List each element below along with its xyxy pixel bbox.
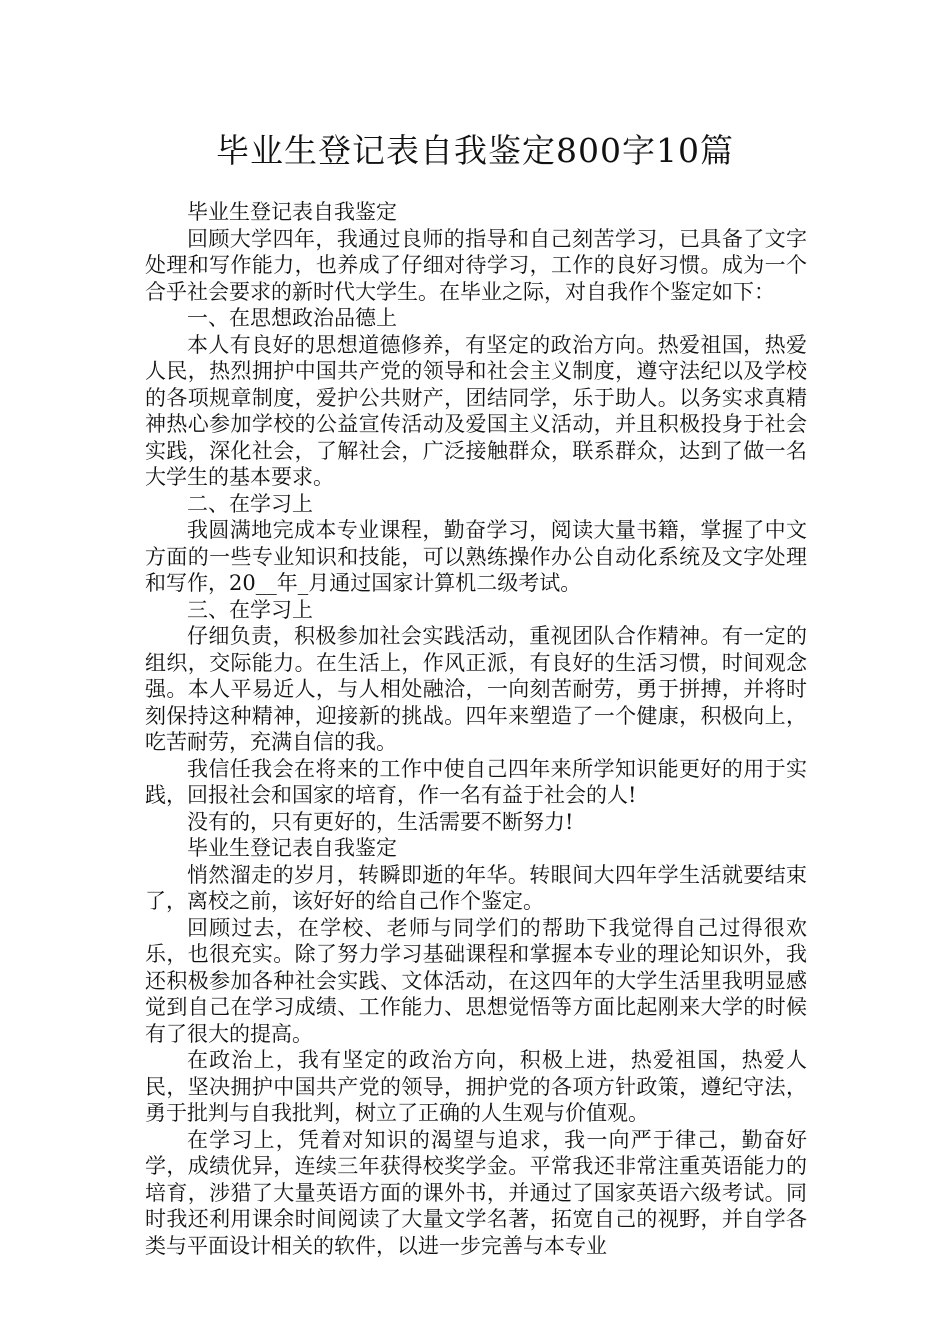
paragraph: 三、在学习上 <box>187 597 313 622</box>
paragraph: 毕业生登记表自我鉴定 <box>187 200 397 224</box>
paragraph: 我信任我会在将来的工作中使自己四年来所学知识能更好的用于实践，回报社会和国家的培育，作一名有益于社会的人! <box>145 756 807 807</box>
paragraph: 回顾大学四年，我通过良师的指导和自己刻苦学习，已具备了文字处理和写作能力，也养成了仔细对待学习，工作的良好习惯。成为一个合乎社会要求的新时代大学生。在毕业之际，对自我作个鉴定如下： <box>145 226 807 304</box>
paragraph: 在政治上，我有坚定的政治方向，积极上进，热爱祖国，热爱人民，坚决拥护中国共产党的领导，拥护党的各项方针政策，遵纪守法，勇于批判与自我批判，树立了正确的人生观与价值观。 <box>145 1048 807 1125</box>
paragraph: 回顾过去，在学校、老师与同学们的帮助下我觉得自己过得很欢乐，也很充实。除了努力学习基础课程和掌握本专业的理论知识外，我还积极参加各种社会实践、文体活动，在这四年的大学生活里我明显感觉到自己在学习成绩、工作能力、思想觉悟等方面比起刚来大学的时候有了很大的提高。 <box>145 915 807 1046</box>
paragraph: 本人有良好的思想道德修养，有坚定的政治方向。热爱祖国，热爱人民，热烈拥护中国共产党的领导和社会主义制度，遵守法纪以及学校的各项规章制度，爱护公共财产，团结同学，乐于助人。以务实求真精神热心参加学校的公益宣传活动及爱国主义活动，并且积极投身于社会实践，深化社会，了解社会，广泛接触群众，联系群众，达到了做一名大学生的基本要求。 <box>145 332 807 489</box>
paragraph: 毕业生登记表自我鉴定 <box>187 836 397 860</box>
paragraph: 二、在学习上 <box>187 491 313 516</box>
paragraph: 在学习上，凭着对知识的渴望与追求，我一向严于律己，勤奋好学，成绩优异，连续三年获得校奖学金。平常我还非常注重英语能力的培育，涉猎了大量英语方面的课外书，并通过了国家英语六级考试。同时我还利用课余时间阅读了大量文学名著，拓宽自己的视野，并自学各类与平面设计相关的软件，以进一步完善与本专业 <box>145 1127 807 1258</box>
paragraph: 悄然溜走的岁月，转瞬即逝的年华。转眼间大四年学生活就要结束了，离校之前，该好好的给自己作个鉴定。 <box>145 862 807 913</box>
document-title: 毕业生登记表自我鉴定800字10篇 <box>216 131 734 170</box>
paragraph: 一、在思想政治品德上 <box>187 306 397 330</box>
paragraph: 没有的，只有更好的，生活需要不断努力! <box>187 809 574 834</box>
document-body <box>145 199 807 1259</box>
paragraph: 仔细负责，积极参加社会实践活动，重视团队合作精神。有一定的组织，交际能力。在生活上，作风正派，有良好的生活习惯，时间观念强。本人平易近人，与人相处融洽，一向刻苦耐劳，勇于拼搏，并将时刻保持这种精神，迎接新的挑战。四年来塑造了一个健康，积极向上，吃苦耐劳，充满自信的我。 <box>145 624 807 754</box>
paragraph: 我圆满地完成本专业课程，勤奋学习，阅读大量书籍，掌握了中文方面的一些专业知识和技能，可以熟练操作办公自动化系统及文字处理和写作，20__年_月通过国家计算机二级考试。 <box>145 518 807 595</box>
